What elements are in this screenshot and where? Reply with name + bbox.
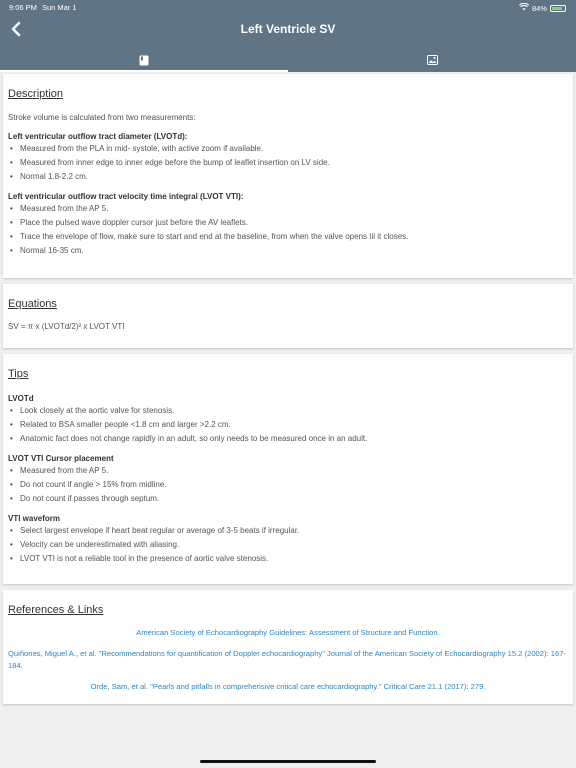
description-intro: Stroke volume is calculated from two measurements: <box>8 113 196 122</box>
list-item: • Velocity can be underestimated with aliasing. <box>8 538 568 552</box>
active-tab-indicator <box>0 70 288 72</box>
references-card <box>3 590 573 704</box>
page-title: Left Ventricle SV <box>240 22 336 36</box>
list-item: • Look closely at the aortic valve for stenosis. <box>8 404 568 418</box>
list-item: • Anatomic fact does not change rapidly in an adult, so only needs to be measured once in an adult. <box>8 432 568 446</box>
tips-cursor-list <box>8 464 568 506</box>
equations-heading: Equations <box>8 298 57 310</box>
list-item: • Trace the envelope of flow, make sure to start and end at the baseline, from when the valve opens til it closes. <box>8 230 568 244</box>
vti-title: Left ventricular outflow tract velocity time integral (LVOT VTI): <box>8 192 244 201</box>
reference-link-quinones[interactable]: Quiñones, Miguel A., et al. "Recommendations for quantification of Doppler echocardiography" Journal of the American Society of Echocardiography 15.2 (2002): 167-184. <box>8 649 566 670</box>
book-icon <box>139 55 149 66</box>
status-bar <box>0 3 576 13</box>
reference-link-orde[interactable]: Orde, Sam, et al. "Pearls and pitfalls in comprehensive critical care echocardiography." Critical Care 21.1 (2017): 279. <box>90 682 486 691</box>
list-item: • Normal 16-35 cm. <box>8 244 568 258</box>
wifi-icon <box>519 3 529 13</box>
list-item: • Measured from the AP 5. <box>8 202 568 216</box>
tips-heading: Tips <box>8 368 29 380</box>
list-item: • Do not count if passes through septum. <box>8 492 568 506</box>
status-time: 9:06 PM <box>9 3 37 12</box>
battery-percent: 84% <box>531 3 547 13</box>
list-item: • Measured from the AP 5. <box>8 464 568 478</box>
list-item: • Normal 1.8-2.2 cm. <box>8 170 568 184</box>
tips-waveform-title: VTI waveform <box>8 514 61 523</box>
reference-link-ase[interactable]: American Society of Echocardiography Guidelines: Assessment of Structure and Function. <box>136 628 440 637</box>
list-item: • Select largest envelope if heart beat regular or average of 3-5 beats if irregular. <box>8 524 568 538</box>
status-date: Sun Mar 1 <box>42 3 77 12</box>
vti-list <box>8 202 568 258</box>
list-item: • LVOT VTI is not a reliable tool in the presence of aortic valve stenosis. <box>8 552 568 566</box>
list-item: • Measured from the PLA in mid- systole, with active zoom if available. <box>8 142 568 156</box>
description-heading: Description <box>8 88 64 100</box>
tab-images[interactable] <box>288 48 576 72</box>
list-item: • Measured from inner edge to inner edge before the bump of leaflet insertion on LV side. <box>8 156 568 170</box>
status-right <box>519 3 566 13</box>
lvotd-title: Left ventricular outflow tract diameter (LVOTd): <box>8 132 188 141</box>
tips-waveform-list <box>8 524 568 566</box>
list-item: • Place the pulsed wave doppler cursor just before the AV leaflets. <box>8 216 568 230</box>
home-indicator <box>200 760 376 763</box>
list-item: • Do not count if angle > 15% from midline. <box>8 478 568 492</box>
tips-cursor-title: LVOT VTI Cursor placement <box>8 454 114 463</box>
tips-lvotd-title: LVOTd <box>8 394 34 403</box>
battery-icon <box>550 5 566 12</box>
tips-lvotd-list <box>8 404 568 446</box>
image-icon <box>427 55 438 65</box>
equations-card <box>3 284 573 348</box>
tab-info[interactable] <box>0 48 288 72</box>
tips-card <box>3 354 573 584</box>
references-heading: References & Links <box>8 604 104 616</box>
top-bar <box>0 0 576 72</box>
lvotd-list <box>8 142 568 184</box>
description-card <box>3 74 573 278</box>
tab-bar <box>0 48 576 72</box>
list-item: • Related to BSA smaller people <1.8 cm and larger >2.2 cm. <box>8 418 568 432</box>
sv-formula: SV = π x (LVOTd/2)² x LVOT VTI <box>8 322 125 331</box>
